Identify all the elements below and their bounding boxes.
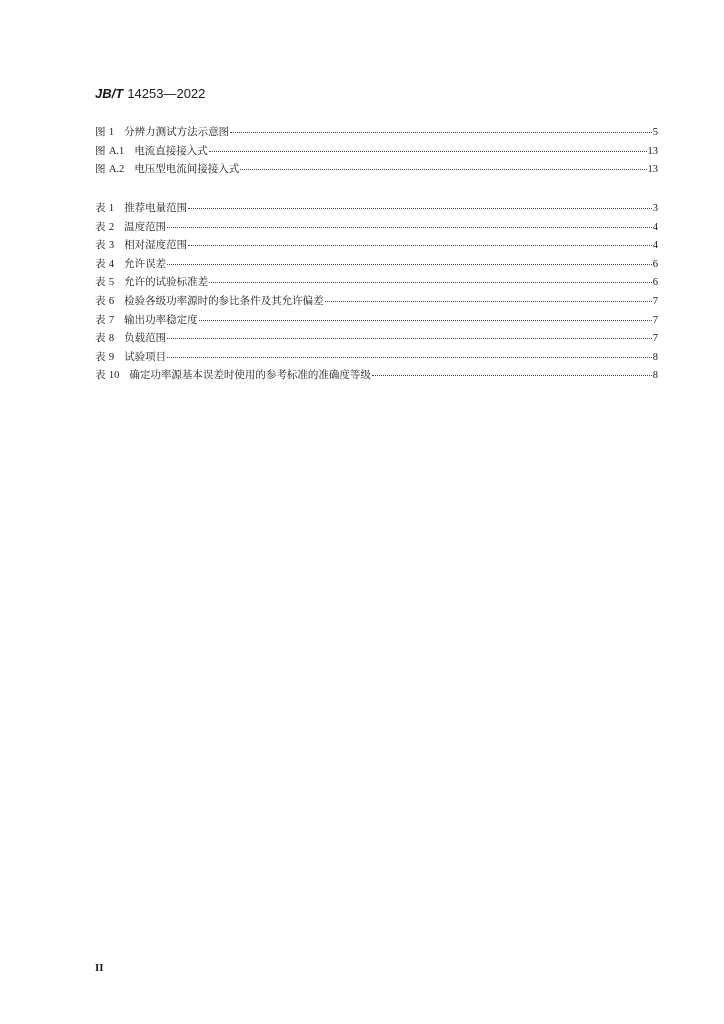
dot-leader <box>209 151 647 152</box>
toc-entry-kind: 图 <box>95 163 106 176</box>
toc-entry-number: 2 <box>108 221 115 233</box>
toc-entry-number: 8 <box>108 333 115 345</box>
page-number: II <box>95 962 104 974</box>
toc-entry-title: 负载范围 <box>124 332 167 345</box>
toc-entry-table[interactable] <box>95 199 658 218</box>
toc-entry-table[interactable] <box>95 329 658 348</box>
toc-entry-number: 1 <box>108 203 115 214</box>
toc-entry-page: 4 <box>652 240 658 252</box>
toc-entry-title: 温度范围 <box>124 220 167 233</box>
toc-entry-number: 7 <box>108 314 115 326</box>
toc-entry-label <box>95 311 198 331</box>
toc-entry-title: 允许的试验标准差 <box>124 276 209 289</box>
toc-entry-page: 7 <box>652 295 658 307</box>
toc-entry-title: 确定功率源基本误差时使用的参考标准的准确度等级 <box>129 369 371 382</box>
toc-entry-kind: 表 <box>95 202 106 214</box>
toc-entry-label <box>95 366 371 386</box>
toc-entry-table[interactable] <box>95 236 658 255</box>
toc-entry-table[interactable] <box>95 273 658 292</box>
toc-entry-number: A.1 <box>108 145 125 157</box>
toc-entry-label <box>95 273 208 293</box>
dot-leader <box>199 320 652 321</box>
toc-entry-title: 允许误差 <box>124 257 167 270</box>
toc-entry-kind: 表 <box>95 332 106 345</box>
toc-entry-table[interactable] <box>95 218 658 237</box>
toc-entry-label <box>95 123 229 143</box>
toc-entry-label <box>95 255 166 275</box>
toc-entry-kind: 表 <box>95 313 106 326</box>
toc-entry-title: 电压型电流间接接入式 <box>134 163 240 176</box>
toc-entry-figure[interactable] <box>95 160 658 179</box>
toc-entry-page: 5 <box>652 127 658 138</box>
toc-entry-title: 检验各级功率源时的参比条件及其允许偏差 <box>124 294 324 307</box>
toc-entry-table[interactable] <box>95 348 658 367</box>
toc-entry-label <box>95 329 166 349</box>
dot-leader <box>167 264 652 265</box>
toc-entry-page: 7 <box>652 333 658 345</box>
toc-entry-page: 6 <box>652 258 658 270</box>
standard-prefix: JB/T <box>95 86 124 101</box>
toc-entry-label <box>95 142 208 162</box>
toc-entry-kind: 表 <box>95 369 106 382</box>
toc-entry-kind: 表 <box>95 239 106 252</box>
dot-leader <box>209 282 652 283</box>
toc-entry-number: 6 <box>108 295 115 307</box>
toc-entry-kind: 表 <box>95 220 106 233</box>
toc-entry-kind: 表 <box>95 276 106 289</box>
toc-entry-page: 13 <box>647 145 658 157</box>
toc-entry-figure[interactable] <box>95 142 658 161</box>
toc-entry-kind: 图 <box>95 144 106 157</box>
toc-entry-number: 4 <box>108 258 115 270</box>
toc-entry-title: 电流直接接入式 <box>134 144 208 157</box>
toc-entry-figure[interactable] <box>95 123 658 142</box>
toc-entry-kind: 表 <box>95 350 106 363</box>
toc-entry-label <box>95 292 324 312</box>
toc-entry-page: 8 <box>652 351 658 363</box>
dot-leader <box>230 132 652 133</box>
toc-entry-title: 相对湿度范围 <box>124 239 188 252</box>
toc-entry-title: 试验项目 <box>124 350 167 363</box>
toc-entry-page: 8 <box>652 370 658 382</box>
toc-entry-table[interactable] <box>95 311 658 330</box>
toc-entry-number: 1 <box>108 127 115 138</box>
toc-entry-label <box>95 348 166 368</box>
toc-entry-kind: 图 <box>95 126 106 138</box>
toc-entry-label <box>95 160 239 180</box>
toc-entry-label <box>95 236 187 256</box>
toc-entry-page: 4 <box>652 221 658 233</box>
toc-entry-title: 输出功率稳定度 <box>124 313 198 326</box>
list-of-figures <box>95 123 658 179</box>
toc-entry-number: 9 <box>108 351 115 363</box>
dot-leader <box>188 208 652 209</box>
toc-entry-number: 10 <box>108 370 120 382</box>
toc-entry-number: 3 <box>108 240 115 252</box>
toc-entry-table[interactable] <box>95 255 658 274</box>
toc-entry-kind: 表 <box>95 257 106 270</box>
toc-entry-table[interactable] <box>95 366 658 385</box>
list-of-tables <box>95 199 658 385</box>
document-header <box>95 86 205 103</box>
toc-entry-number: A.2 <box>108 164 125 176</box>
toc-entry-label <box>95 218 166 238</box>
toc-entry-page: 13 <box>647 164 658 176</box>
toc-entry-kind: 表 <box>95 294 106 307</box>
toc-entry-page: 7 <box>652 314 658 326</box>
toc-entry-page: 3 <box>652 203 658 214</box>
dot-leader <box>325 301 652 302</box>
dot-leader <box>167 338 652 339</box>
dot-leader <box>240 169 646 170</box>
dot-leader <box>372 375 652 376</box>
standard-number: 14253—2022 <box>127 86 206 101</box>
toc-entry-title: 推荐电量范围 <box>124 202 188 214</box>
toc-entry-label <box>95 199 187 219</box>
toc-entry-number: 5 <box>108 277 115 289</box>
dot-leader <box>188 245 652 246</box>
toc-entry-title: 分辨力测试方法示意图 <box>124 126 230 138</box>
dot-leader <box>167 357 652 358</box>
toc-entry-page: 6 <box>652 277 658 289</box>
toc-entry-table[interactable] <box>95 292 658 311</box>
dot-leader <box>167 227 652 228</box>
